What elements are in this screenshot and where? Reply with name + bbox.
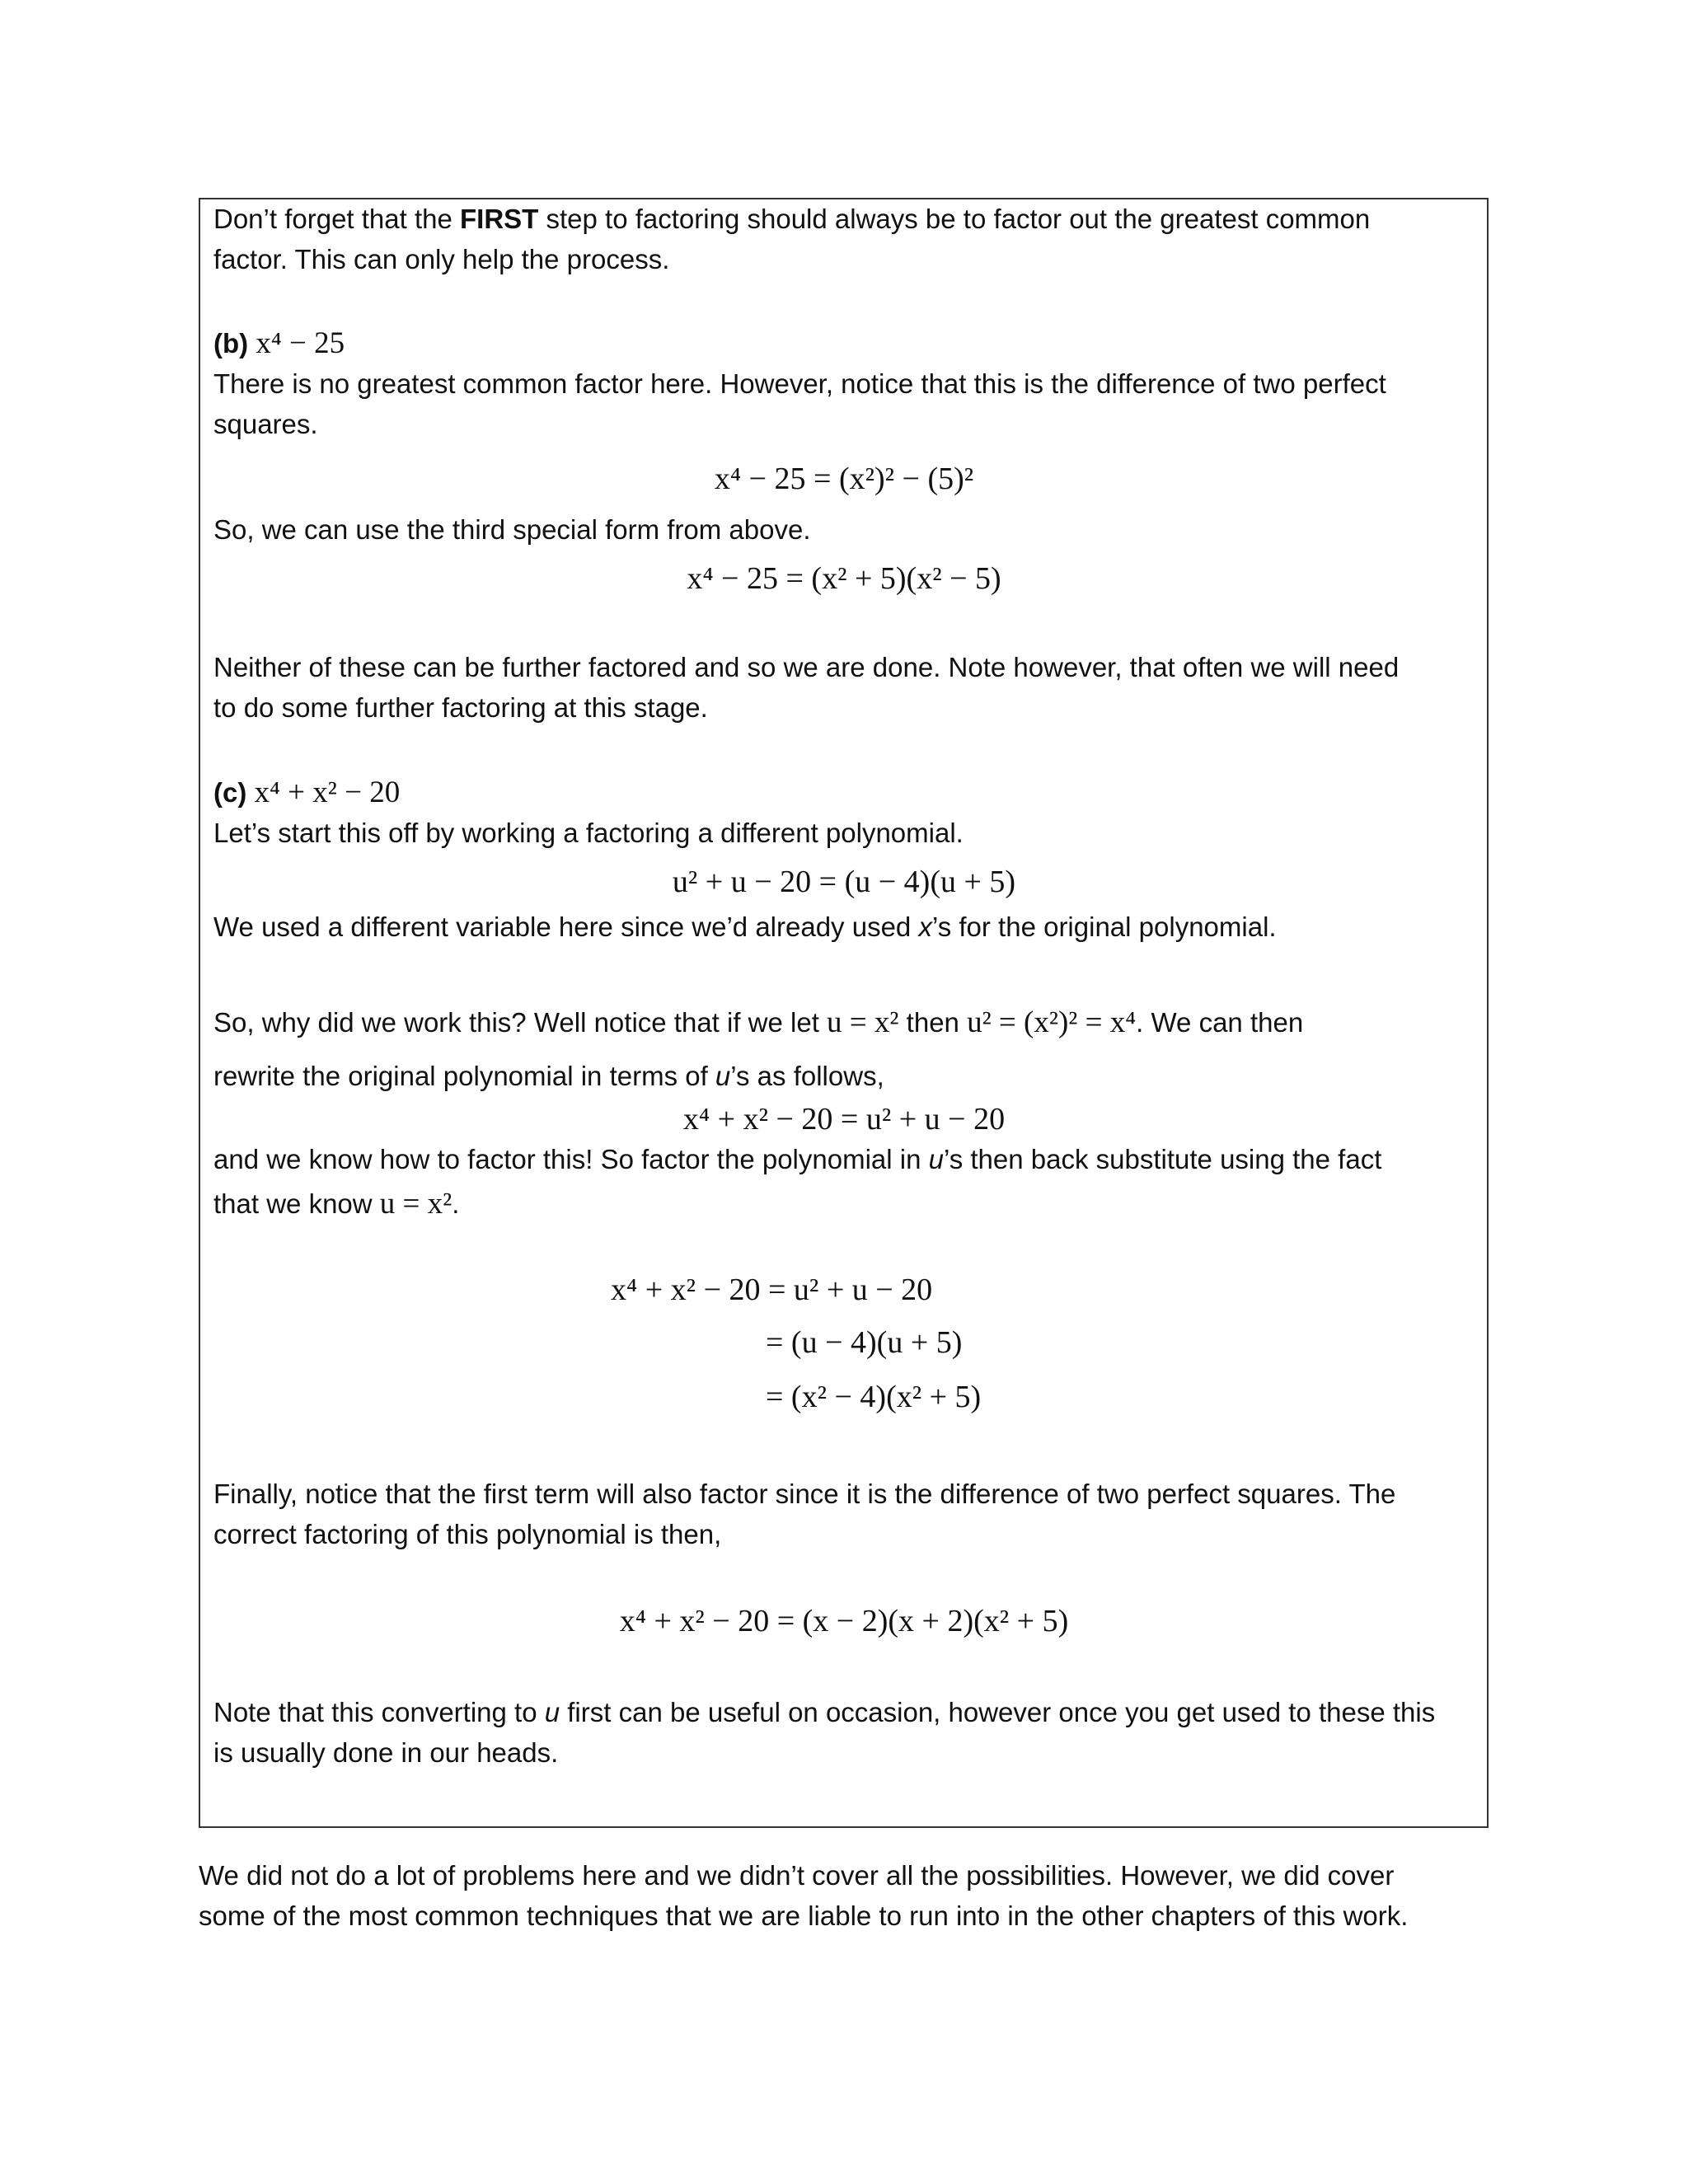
part-c-equation-4: x⁴ + x² − 20 = (x − 2)(x + 2)(x² + 5) [619, 1604, 1069, 1638]
intro-line-2: factor. This can only help the process. [213, 244, 670, 274]
part-b-text-2: squares. [213, 409, 318, 439]
part-b-equation-1: x⁴ − 25 = (x²)² − (5)² [714, 462, 974, 496]
part-c-text-5: and we know how to factor this! So factor the polynomial in u’s then back substitute using the fact [213, 1144, 1382, 1174]
part-b-equation-2: x⁴ − 25 = (x² + 5)(x² − 5) [687, 561, 1001, 596]
part-c-text-3: So, why did we work this? Well notice that if we let u = x² then u² = (x²)² = x⁴. We can then [213, 1005, 1304, 1039]
part-c-equation-3-line-1: x⁴ + x² − 20 = u² + u − 20 [611, 1272, 933, 1307]
part-c-text-7: Finally, notice that the first term will also factor since it is the difference of two perfect squares. The [213, 1479, 1396, 1509]
part-c-text-4: rewrite the original polynomial in terms of u’s as follows, [213, 1061, 884, 1091]
part-c-equation-1: u² + u − 20 = (u − 4)(u + 5) [672, 865, 1016, 899]
part-c-text-9: Note that this converting to u first can be useful on occasion, however once you get used to these this [213, 1697, 1436, 1727]
part-b-text-1: There is no greatest common factor here. However, notice that this is the difference of two perfect [213, 368, 1386, 399]
part-c-equation-3-line-3: = (x² − 4)(x² + 5) [766, 1380, 982, 1414]
part-b-text-3: So, we can use the third special form from above. [213, 514, 811, 545]
substitution-u-squared: u² = (x²)² = x⁴ [967, 1005, 1137, 1039]
substitution-u: u = x² [827, 1005, 899, 1039]
part-b-problem: x⁴ − 25 [256, 326, 345, 360]
part-b-text-4: Neither of these can be further factored and so we are done. Note however, that often we will need [213, 652, 1400, 682]
closing-line-1: We did not do a lot of problems here and we didn’t cover all the possibilities. However, we did cover [199, 1860, 1395, 1891]
intro-line-1: Don’t forget that the FIRST step to factoring should always be to factor out the greatest common [213, 204, 1371, 234]
closing-line-2: some of the most common techniques that we are liable to run into in the other chapters of this work. [199, 1900, 1409, 1931]
part-c-text-6: that we know u = x². [213, 1187, 460, 1221]
part-b-heading: (b) x⁴ − 25 [213, 326, 345, 360]
part-c-text-10: is usually done in our heads. [213, 1737, 559, 1768]
part-b-text-5: to do some further factoring at this stage. [213, 692, 708, 723]
part-c-equation-2: x⁴ + x² − 20 = u² + u − 20 [682, 1102, 1006, 1137]
part-c-text-1: Let’s start this off by working a factoring a different polynomial. [213, 818, 964, 848]
part-c-heading: (c) x⁴ + x² − 20 [213, 776, 401, 809]
part-c-problem: x⁴ + x² − 20 [254, 776, 401, 809]
part-c-text-2: We used a different variable here since we’d already used x’s for the original polynomial. [213, 912, 1277, 942]
part-c-equation-3-line-2: = (u − 4)(u + 5) [766, 1325, 963, 1360]
part-c-text-8: correct factoring of this polynomial is then, [213, 1519, 722, 1549]
